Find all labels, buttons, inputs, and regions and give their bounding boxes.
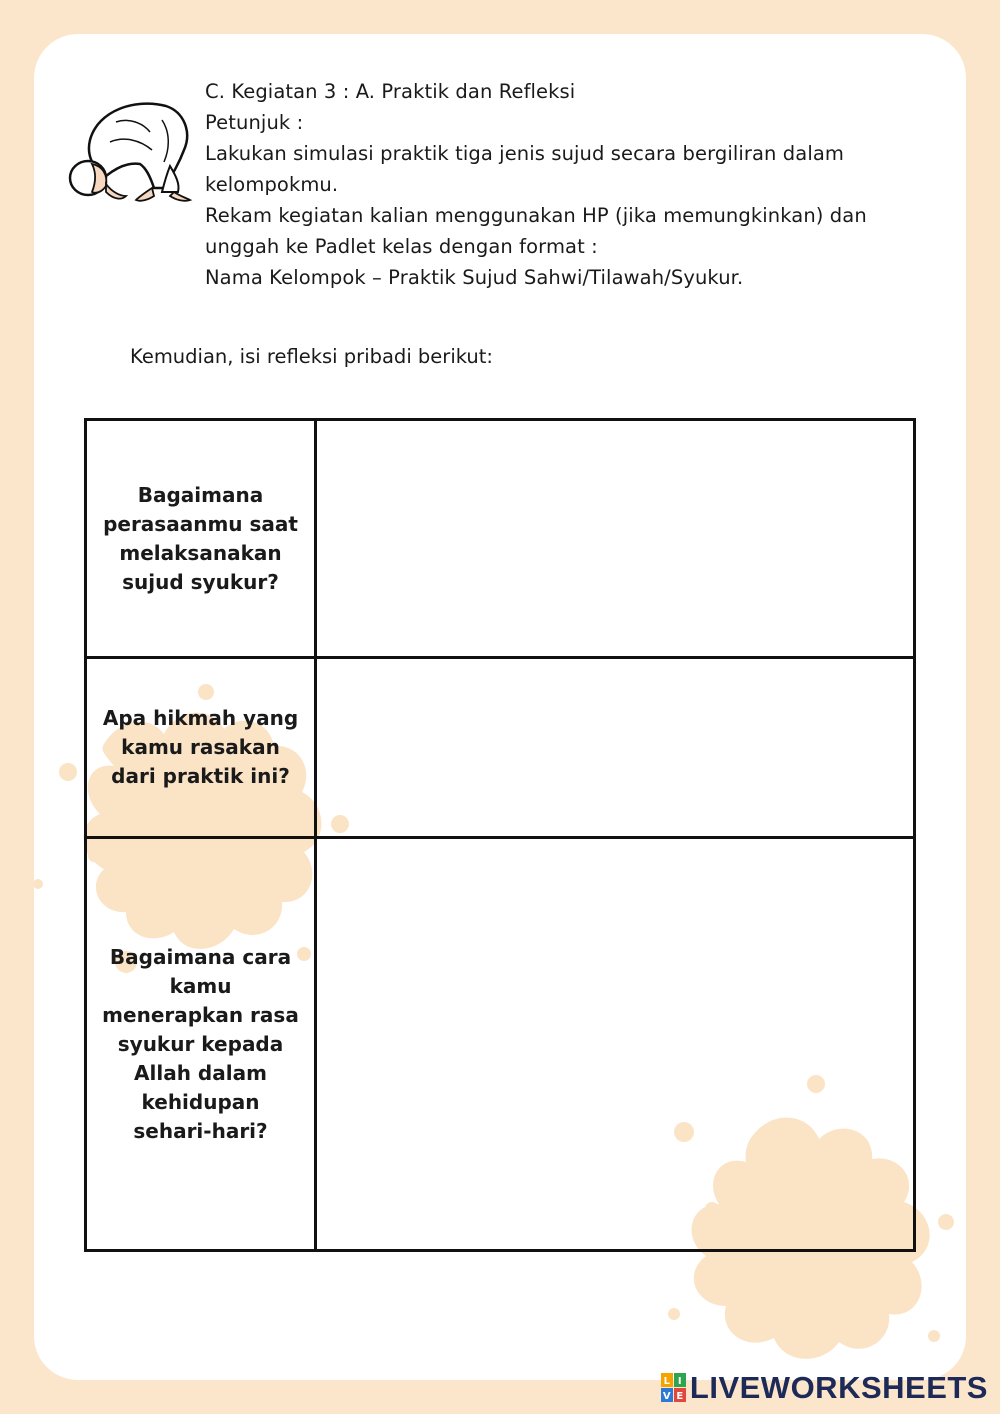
instruction-step-1: Lakukan simulasi praktik tiga jenis sujud secara bergiliran dalam kelompokmu. (205, 142, 844, 196)
activity-instructions (205, 76, 935, 293)
logo-mark-letter-l: L (663, 1376, 671, 1387)
instruction-step-2: Rekam kegiatan kalian menggunakan HP (jika memungkinkan) dan unggah ke Padlet kelas dengan format : (205, 204, 867, 258)
reflection-intro: Kemudian, isi refleksi pribadi berikut: (130, 345, 494, 368)
question-feeling: Bagaimana perasaanmu saat melaksanakan sujud syukur? (86, 420, 316, 658)
table-row (86, 658, 915, 838)
answer-cell-1[interactable] (316, 420, 915, 658)
answer-input-3[interactable] (318, 838, 912, 1246)
liveworksheets-mark-icon (661, 1373, 687, 1403)
liveworksheets-logo[interactable] (661, 1370, 988, 1406)
logo-mark-letter-v: V (662, 1391, 672, 1402)
logo-mark-letter-e: E (676, 1391, 684, 1402)
logo-mark-letter-i: I (677, 1376, 683, 1387)
answer-input-1[interactable] (318, 420, 912, 653)
sujud-illustration-icon (66, 92, 196, 210)
instruction-format: Nama Kelompok – Praktik Sujud Sahwi/Tilawah/Syukur. (205, 266, 744, 289)
table-row (86, 420, 915, 658)
logo-text: LIVEWORKSHEETS (689, 1370, 988, 1405)
table-row (86, 838, 915, 1251)
answer-input-2[interactable] (318, 658, 912, 833)
question-gratitude: Bagaimana cara kamu menerapkan rasa syukur kepada Allah dalam kehidupan sehari-hari? (86, 838, 316, 1251)
answer-cell-2[interactable] (316, 658, 915, 838)
question-wisdom: Apa hikmah yang kamu rasakan dari praktik ini? (86, 658, 316, 838)
instruction-label: Petunjuk : (205, 111, 304, 134)
activity-title: C. Kegiatan 3 : A. Praktik dan Refleksi (205, 80, 576, 103)
answer-cell-3[interactable] (316, 838, 915, 1251)
reflection-table (84, 418, 916, 1252)
